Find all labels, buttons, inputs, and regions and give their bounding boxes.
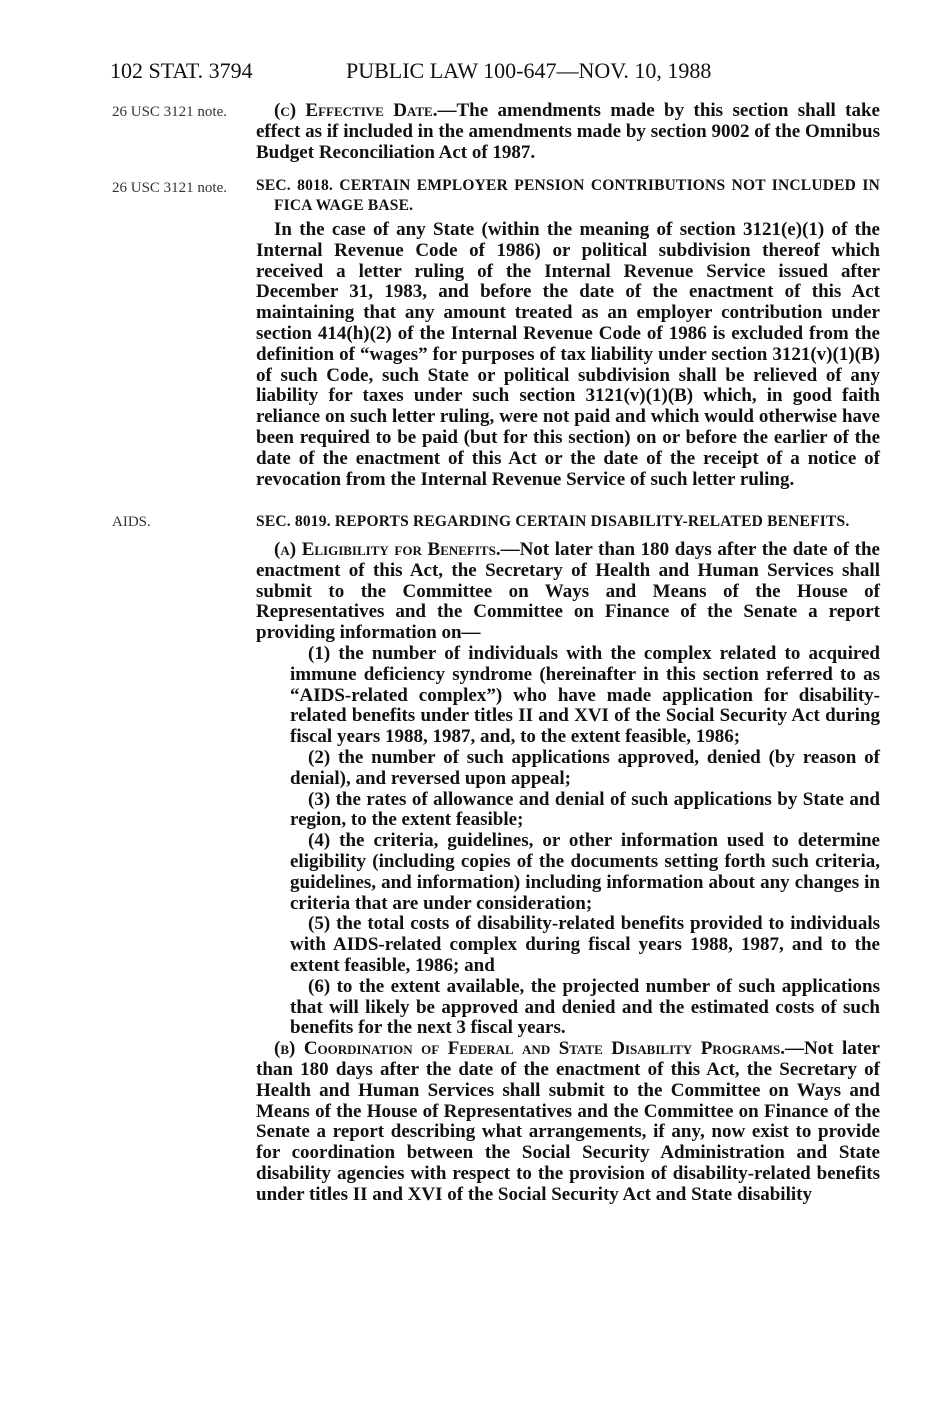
stat-page-number: 102 STAT. 3794	[110, 58, 253, 83]
sec-8019-heading: SEC. 8019. REPORTS REGARDING CERTAIN DISABILITY-RELATED BENEFITS.	[256, 513, 850, 530]
subsection-a-text: —Not later than 180 days after the date of the enactment of this Act, the Secretary of Health and Human Services shall submit to the Committee on Ways and Means of the House of Representatives and the Committee on Finance of the Senate a report providing information on—	[256, 539, 880, 644]
sec-8019-subsection-b	[256, 1039, 880, 1205]
sec-8018-heading: SEC. 8018. CERTAIN EMPLOYER PENSION CONTRIBUTIONS NOT INCLUDED IN FICA WAGE BASE.	[256, 177, 880, 214]
margin-note-usc-2: 26 USC 3121 note.	[112, 180, 228, 196]
list-item: (4) the criteria, guidelines, or other information used to determine eligibility (including copies of the documents setting forth such criteria, guidelines, and information) including information about any changes in criteria that are under consideration;	[290, 830, 880, 914]
section-c-effective-date	[256, 101, 880, 163]
subsection-b-text: —Not later than 180 days after the date of the enactment of this Act, the Secretary of Health and Human Services shall submit to the Committee on Ways and Means of the House of Representatives and the Committee on Finance of the Senate a report describing what arrangements, if any, now exist to provide for coordination between the Social Security Administration and State disability agencies with respect to the provision of disability-related benefits under titles II and XVI of the Social Security Act and State disability	[256, 1038, 880, 1205]
margin-note-aids: AIDS.	[112, 514, 151, 530]
list-item: (1) the number of individuals with the complex related to acquired immune deficiency syndrome (hereinafter in this section referred to as “AIDS-related complex”) who have made application for disability-related benefits under titles II and XVI of the Social Security Act during fiscal years 1988, 1987, and, to the extent feasible, 1986;	[290, 642, 880, 748]
sec-8018	[256, 176, 880, 490]
subsection-a-label: (a) Eligibility for Benefits.	[274, 539, 501, 560]
list-item: (6) to the extent available, the projected number of such applications that will likely be approved and denied and the estimated costs of such benefits for the next 3 fiscal years.	[290, 975, 880, 1039]
subsection-b-label: (b) Coordination of Federal and State Disability Programs.	[274, 1038, 785, 1060]
section-c-text: —The amendments made by this section shall take effect as if included in the amendments made by section 9002 of the Omnibus Budget Reconciliation Act of 1987.	[256, 100, 880, 163]
sec-8019	[256, 512, 880, 1206]
sec-8019-subsection-a	[256, 540, 880, 644]
section-c-label: (c) Effective Date.	[274, 100, 438, 121]
list-item: (3) the rates of allowance and denial of such applications by State and region, to the extent feasible;	[290, 788, 880, 831]
sec-8018-body: In the case of any State (within the meaning of section 3121(e)(1) of the Internal Revenue Code of 1986) or political subdivision thereof which received a letter ruling of the Internal Revenue Service issued after December 31, 1983, and before the date of the enactment of this Act maintaining that any amount treated as an employer contribution under section 414(h)(2) of the Internal Revenue Code of 1986 is excluded from the definition of “wages” for purposes of tax liability under section 3121(v)(1)(B) of such Code, such State or political subdivision shall be relieved of any liability for taxes under such section 3121(v)(1)(B) which, in good faith reliance on such letter ruling, were not paid and which would otherwise have been required to be paid (but for this section) on or before the earlier of the date of the enactment of this Act or the date of the receipt of a notice of revocation from the Internal Revenue Service of such letter ruling.	[256, 219, 880, 490]
margin-note-usc-1: 26 USC 3121 note.	[112, 104, 228, 120]
page-header	[110, 58, 890, 88]
list-item: (5) the total costs of disability-related benefits provided to individuals with AIDS-related complex during fiscal years 1988, 1987, and to the extent feasible, 1986; and	[290, 913, 880, 976]
list-item: (2) the number of such applications approved, denied (by reason of denial), and reversed upon appeal;	[290, 746, 880, 789]
public-law-citation: PUBLIC LAW 100-647—NOV. 10, 1988	[346, 58, 712, 83]
